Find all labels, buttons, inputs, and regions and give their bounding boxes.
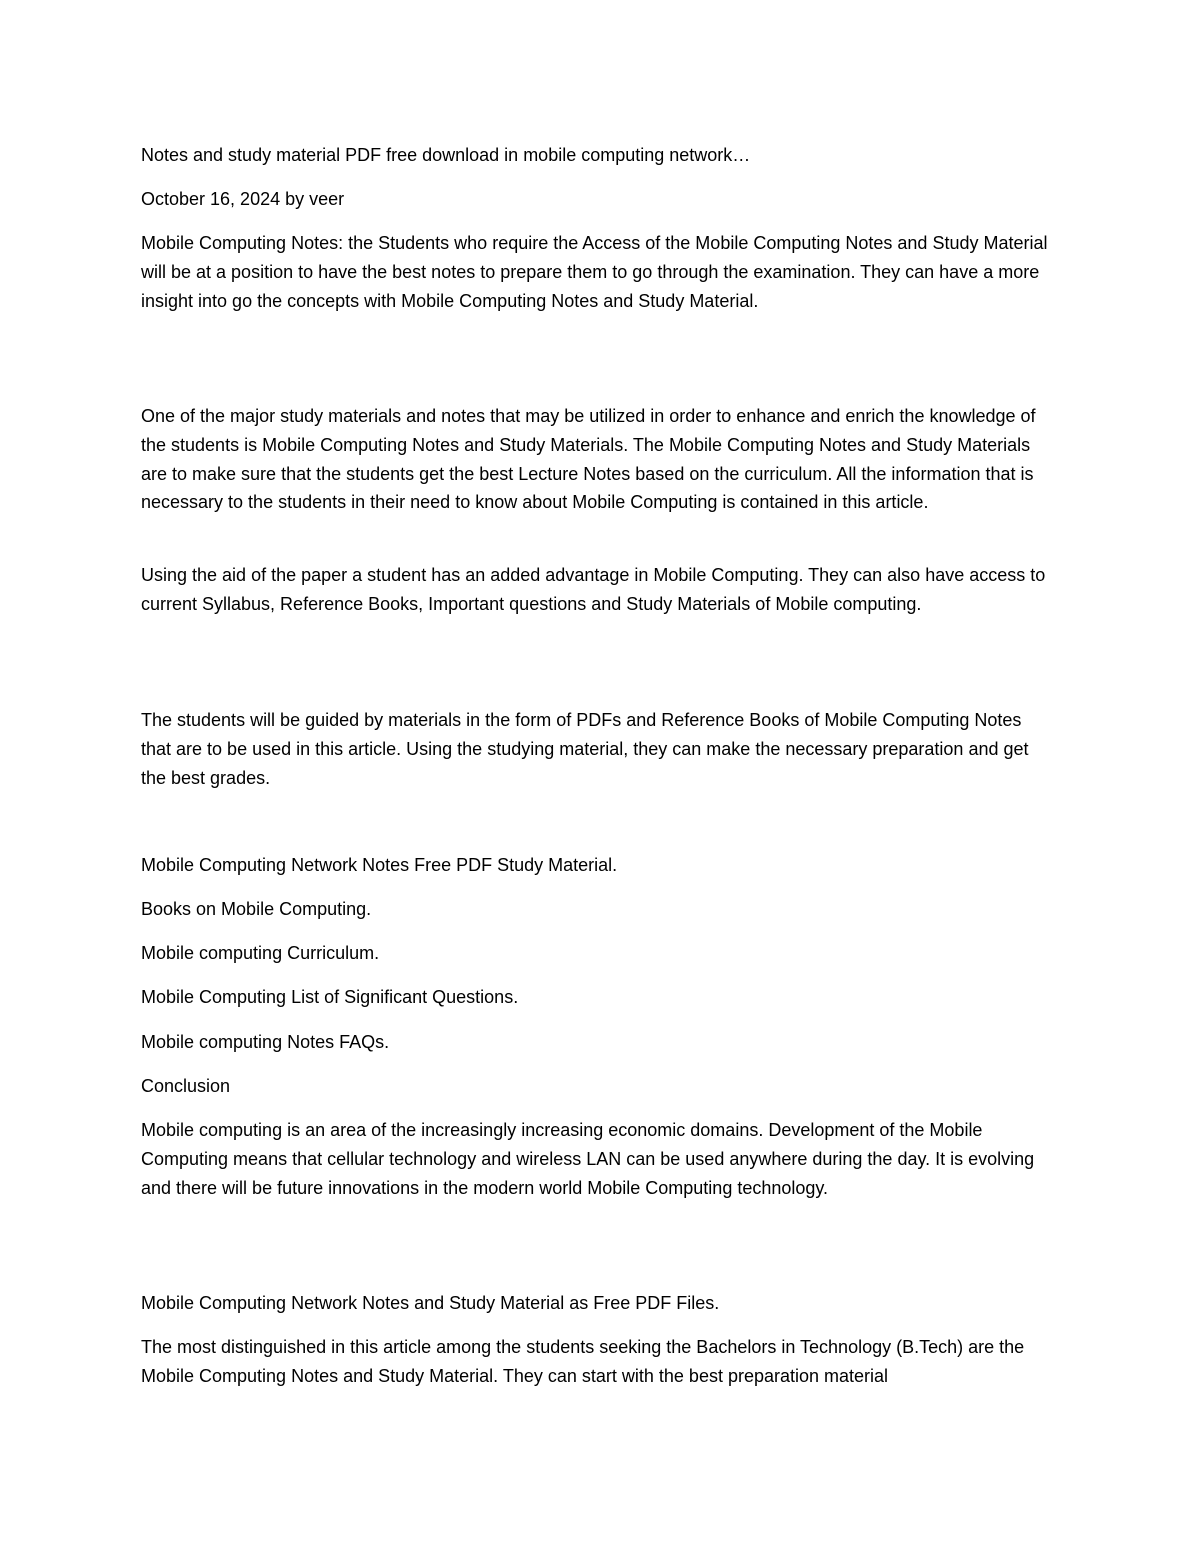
- intro-paragraph: Mobile Computing Notes: the Students who require the Access of the Mobile Computing Notes and Study Material will be at a position to have the best notes to prepare them to go through the examination. They can have a more insight into go the concepts with Mobile Computing Notes and Study Material.: [141, 233, 1048, 311]
- final-paragraph: The most distinguished in this article among the students seeking the Bachelors in Technology (B.Tech) are the Mobile Computing Notes and Study Material. They can start with the best preparation material: [141, 1337, 1025, 1386]
- toc-item-curriculum: Mobile computing Curriculum.: [141, 943, 380, 963]
- guided-paragraph: The students will be guided by materials in the form of PDFs and Reference Books of Mobile Computing Notes that are to be used in this article. Using the studying material, they can make the necessary preparation and get the best grades.: [141, 710, 1029, 788]
- toc-item-books: Books on Mobile Computing.: [141, 899, 372, 919]
- conclusion-paragraph: Mobile computing is an area of the increasingly increasing economic domains. Development of the Mobile Computing means that cellular technology and wireless LAN can be used anywhere during the day. It is evolving and there will be future innovations in the modern world Mobile Computing technology.: [141, 1120, 1035, 1198]
- byline: October 16, 2024 by veer: [141, 189, 345, 209]
- toc-item-study-material: Mobile Computing Network Notes Free PDF Study Material.: [141, 855, 618, 875]
- toc-item-faqs: Mobile computing Notes FAQs.: [141, 1032, 390, 1052]
- toc-item-conclusion: Conclusion: [141, 1076, 231, 1096]
- aid-paragraph: Using the aid of the paper a student has an added advantage in Mobile Computing. They can also have access to current Syllabus, Reference Books, Important questions and Study Materials of Mobile computing.: [141, 565, 1046, 614]
- major-materials-paragraph: One of the major study materials and notes that may be utilized in order to enhance and enrich the knowledge of the students is Mobile Computing Notes and Study Materials. The Mobile Computing Notes and Study Materials are to make sure that the students get the best Lecture Notes based on the curriculum. All the information that is necessary to the students in their need to know about Mobile Computing is contained in this article.: [141, 406, 1036, 513]
- document-title-line: Notes and study material PDF free download in mobile computing network…: [141, 145, 751, 165]
- section-heading: Mobile Computing Network Notes and Study Material as Free PDF Files.: [141, 1293, 720, 1313]
- toc-item-questions: Mobile Computing List of Significant Questions.: [141, 987, 519, 1007]
